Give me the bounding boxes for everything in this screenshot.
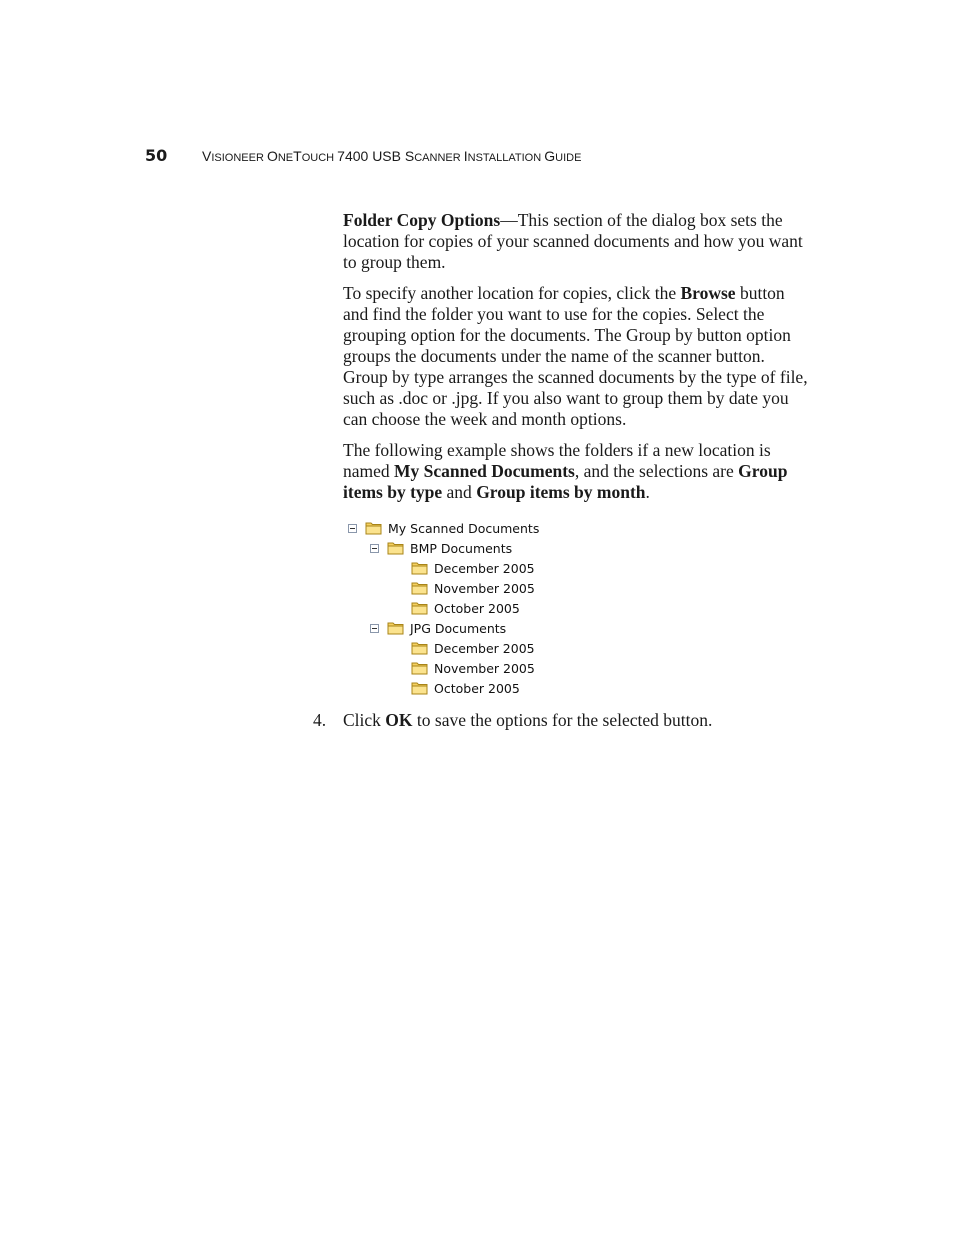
folder-icon [411,660,429,676]
tree-row[interactable] [370,538,512,558]
tree-row-label: BMP Documents [410,540,513,556]
folder-icon [411,680,429,696]
folder-icon [387,540,405,556]
paragraph-browse: To specify another location for copies, click the Browse button and find the folder you want to use for the copies. Select the grouping option for the documents. The Group by button option groups the documents under the name of the scanner button. Group by type arranges the scanned documents by the type of file, such as .doc or .jpg. If you also want to group them by date you can choose the week and month options. [343,283,808,429]
collapse-icon[interactable] [370,624,379,633]
term-ok: OK [385,710,413,730]
tree-row[interactable] [411,598,520,618]
collapse-icon[interactable] [348,524,357,533]
tree-row-label: JPG Documents [410,620,507,636]
tree-row-label: November 2005 [434,580,535,596]
running-title-part: OUCH [301,152,338,164]
step-number: 4. [313,710,327,730]
collapse-icon[interactable] [370,544,379,553]
running-title-part: T [293,148,302,164]
running-title-part: O [266,148,278,164]
tree-row[interactable] [348,518,539,538]
tree-row-label: My Scanned Documents [388,520,540,536]
term-browse: Browse [680,283,736,303]
running-title-part: NSTALLATION [467,152,545,164]
tree-row[interactable] [370,618,506,638]
running-title-part: NE [277,152,294,164]
page-header [145,146,581,165]
running-title [202,148,581,164]
folder-icon [365,520,383,536]
running-title-part: UIDE [555,152,582,164]
tree-row-label: October 2005 [434,600,520,616]
term-group-by-month: Group items by month [476,482,646,502]
tree-row[interactable] [411,678,520,698]
running-title-part: G [544,148,556,164]
running-title-part: V [202,148,212,164]
folder-icon [387,620,405,636]
running-title-part: CANNER [414,152,464,164]
page-number: 50 [145,146,168,165]
folder-icon [411,580,429,596]
term-group-by-type: Group items by type [343,461,788,502]
tree-row[interactable] [411,558,535,578]
running-title-part: ISIONEER [211,152,267,164]
term-folder-copy-options: Folder Copy Options [343,210,501,230]
tree-row[interactable] [411,658,535,678]
tree-row[interactable] [411,638,535,658]
running-title-part: 7400 USB S [337,148,415,164]
folder-icon [411,600,429,616]
body-content [343,210,813,513]
tree-row-label: December 2005 [434,640,535,656]
running-title-part: I [463,148,468,164]
step-4: 4. Click OK to save the options for the selected button. [313,710,713,730]
tree-row[interactable] [411,578,535,598]
paragraph-example: The following example shows the folders if a new location is named My Scanned Documents, and the selections are Group items by type and Group items by month. [343,440,788,502]
term-my-scanned-documents: My Scanned Documents [394,461,575,481]
folder-icon [411,560,429,576]
tree-row-label: December 2005 [434,560,535,576]
tree-row-label: November 2005 [434,660,535,676]
folder-icon [411,640,429,656]
tree-row-label: October 2005 [434,680,520,696]
paragraph-folder-copy-options: Folder Copy Options—This section of the dialog box sets the location for copies of your scanned documents and how you want to group them. [343,210,803,272]
